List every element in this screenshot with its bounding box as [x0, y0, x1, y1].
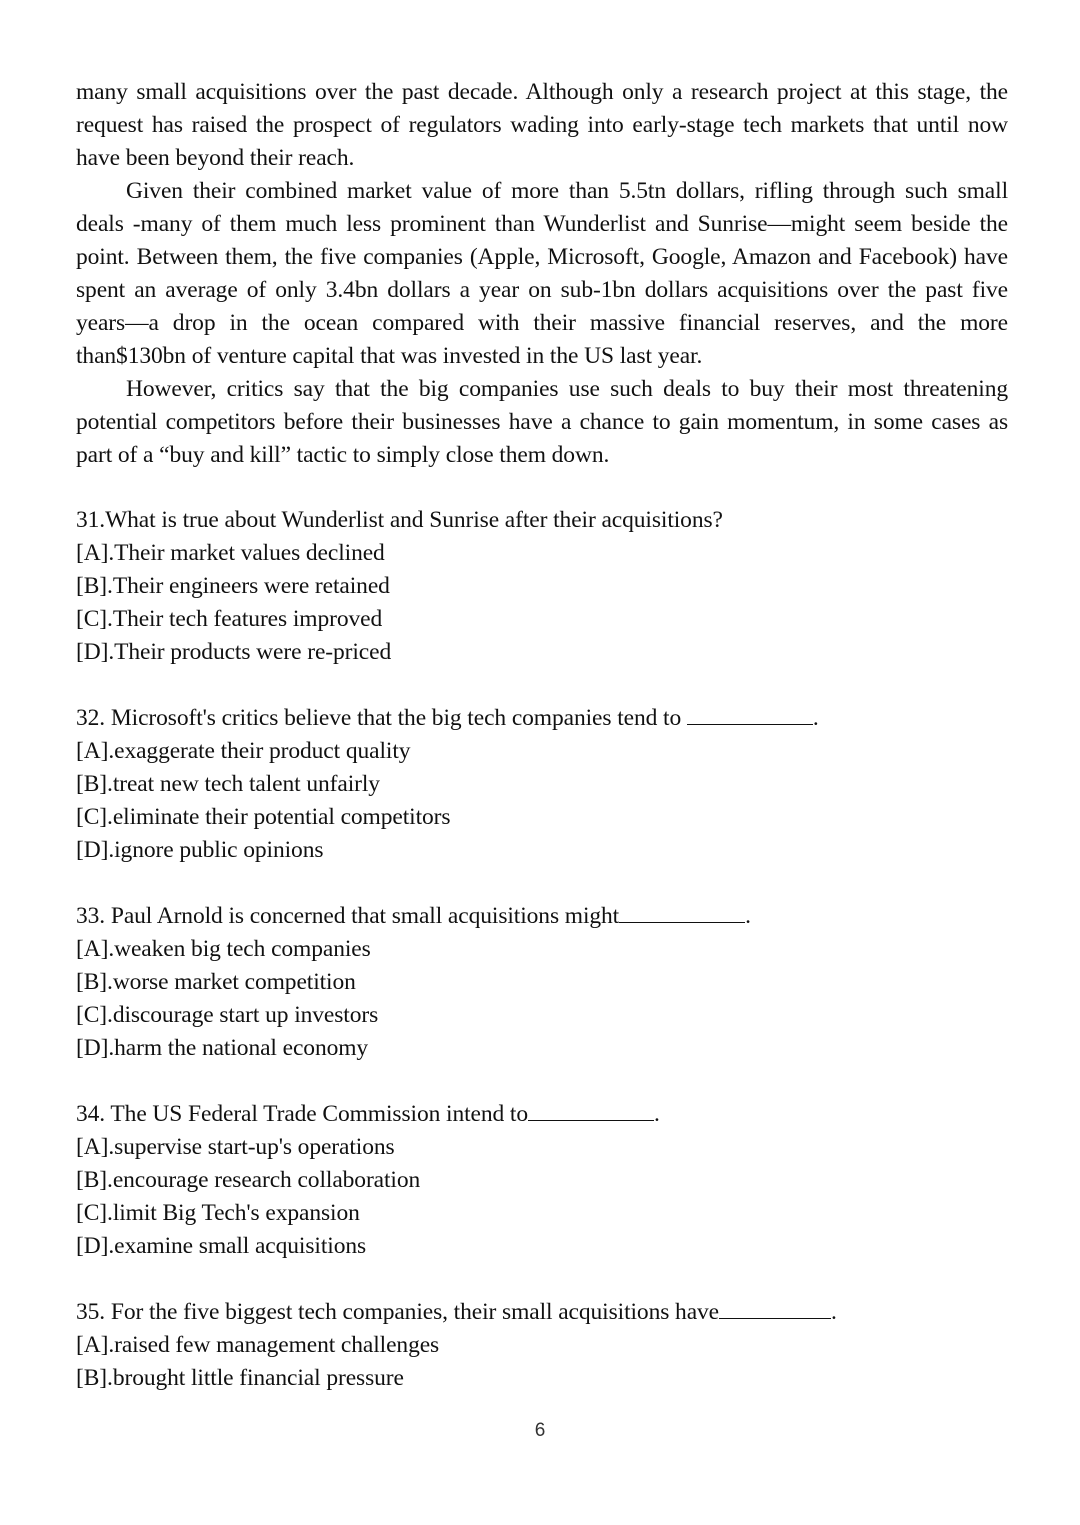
passage-paragraph-3: However, critics say that the big companies use such deals to buy their most threatening potential competitors before their businesses have a chance to gain momentum, in some cases as part of a “buy and kill” tactic to simply close them down.	[76, 376, 1008, 468]
option-text: eliminate their potential competitors	[112, 804, 451, 830]
option-c	[76, 603, 1008, 636]
option-text: examine small acquisitions	[114, 1233, 367, 1259]
option-letter: [A].	[76, 738, 115, 764]
question-stem	[76, 1098, 1008, 1131]
option-text: Their tech features improved	[112, 606, 383, 632]
option-c	[76, 999, 1008, 1032]
question-32	[76, 702, 1008, 867]
option-letter: [B].	[76, 771, 113, 797]
option-letter: [A].	[76, 936, 115, 962]
option-letter: [C].	[76, 804, 113, 830]
question-text: 33. Paul Arnold is concerned that small acquisitions might	[76, 903, 620, 929]
option-text: Their market values declined	[114, 540, 385, 566]
option-letter: [C].	[76, 606, 113, 632]
option-letter: [A].	[76, 1134, 115, 1160]
reading-passage	[76, 76, 1008, 472]
question-33	[76, 900, 1008, 1065]
option-text: exaggerate their product quality	[114, 738, 411, 764]
option-letter: [C].	[76, 1002, 113, 1028]
answer-blank	[719, 1300, 831, 1319]
option-letter: [B].	[76, 573, 113, 599]
option-text: limit Big Tech's expansion	[112, 1200, 360, 1226]
stem-period: .	[831, 1299, 837, 1325]
answer-blank	[619, 904, 745, 923]
option-text: discourage start up investors	[112, 1002, 379, 1028]
option-letter: [D].	[76, 1035, 115, 1061]
option-text: supervise start-up's operations	[114, 1134, 395, 1160]
stem-period: .	[654, 1101, 660, 1127]
option-letter: [D].	[76, 837, 115, 863]
question-31	[76, 504, 1008, 669]
option-a	[76, 537, 1008, 570]
option-d	[76, 834, 1008, 867]
option-a	[76, 1131, 1008, 1164]
option-letter: [C].	[76, 1200, 113, 1226]
option-letter: [A].	[76, 1332, 115, 1358]
question-text: 35. For the five biggest tech companies, their small acquisitions have	[76, 1299, 720, 1325]
option-text: worse market competition	[112, 969, 356, 995]
question-stem	[76, 504, 1008, 537]
question-text: 31.What is true about Wunderlist and Sunrise after their acquisitions?	[76, 507, 723, 533]
question-34	[76, 1098, 1008, 1263]
passage-paragraph-2: Given their combined market value of more than 5.5tn dollars, rifling through such small deals -many of them much less prominent than Wunderlist and Sunrise—might seem beside the point. Between them, the five companies (Apple, Microsoft, Google, Amazon and Facebook) have spent an average of only 3.4bn dollars a year on sub-1bn dollars acquisitions over the past five years—a drop in the ocean compared with their massive financial reserves, and the more than$130bn of venture capital that was invested in the US last year.	[76, 178, 1008, 369]
option-c	[76, 801, 1008, 834]
option-text: weaken big tech companies	[114, 936, 371, 962]
option-c	[76, 1197, 1008, 1230]
option-text: treat new tech talent unfairly	[112, 771, 380, 797]
option-b	[76, 966, 1008, 999]
option-letter: [A].	[76, 540, 115, 566]
option-a	[76, 933, 1008, 966]
document-page	[76, 76, 1008, 1395]
option-letter: [D].	[76, 1233, 115, 1259]
option-b	[76, 1164, 1008, 1197]
option-text: raised few management challenges	[114, 1332, 440, 1358]
option-d	[76, 1032, 1008, 1065]
option-text: encourage research collaboration	[112, 1167, 421, 1193]
option-b	[76, 1362, 1008, 1395]
question-stem	[76, 900, 1008, 933]
option-text: brought little financial pressure	[112, 1365, 404, 1391]
question-stem	[76, 1296, 1008, 1329]
option-b	[76, 570, 1008, 603]
option-letter: [D].	[76, 639, 115, 665]
question-text: 34. The US Federal Trade Commission intend to	[76, 1101, 529, 1127]
option-text: ignore public opinions	[114, 837, 324, 863]
option-a	[76, 1329, 1008, 1362]
option-letter: [B].	[76, 1365, 113, 1391]
page-number: 6	[534, 1420, 546, 1441]
option-a	[76, 735, 1008, 768]
question-35	[76, 1296, 1008, 1395]
answer-blank	[528, 1102, 654, 1121]
option-text: harm the national economy	[114, 1035, 369, 1061]
option-d	[76, 1230, 1008, 1263]
option-text: Their engineers were retained	[112, 573, 390, 599]
option-letter: [B].	[76, 1167, 113, 1193]
option-text: Their products were re-priced	[114, 639, 392, 665]
option-letter: [B].	[76, 969, 113, 995]
passage-paragraph-1: many small acquisitions over the past decade. Although only a research project at this stage, the request has raised the prospect of regulators wading into early-stage tech markets that until now have been beyond their reach.	[76, 79, 1008, 171]
answer-blank	[687, 706, 813, 725]
question-stem	[76, 702, 1008, 735]
option-b	[76, 768, 1008, 801]
stem-period: .	[745, 903, 751, 929]
question-text: 32. Microsoft's critics believe that the big tech companies tend to	[76, 705, 687, 731]
stem-period: .	[812, 705, 819, 731]
option-d	[76, 636, 1008, 669]
